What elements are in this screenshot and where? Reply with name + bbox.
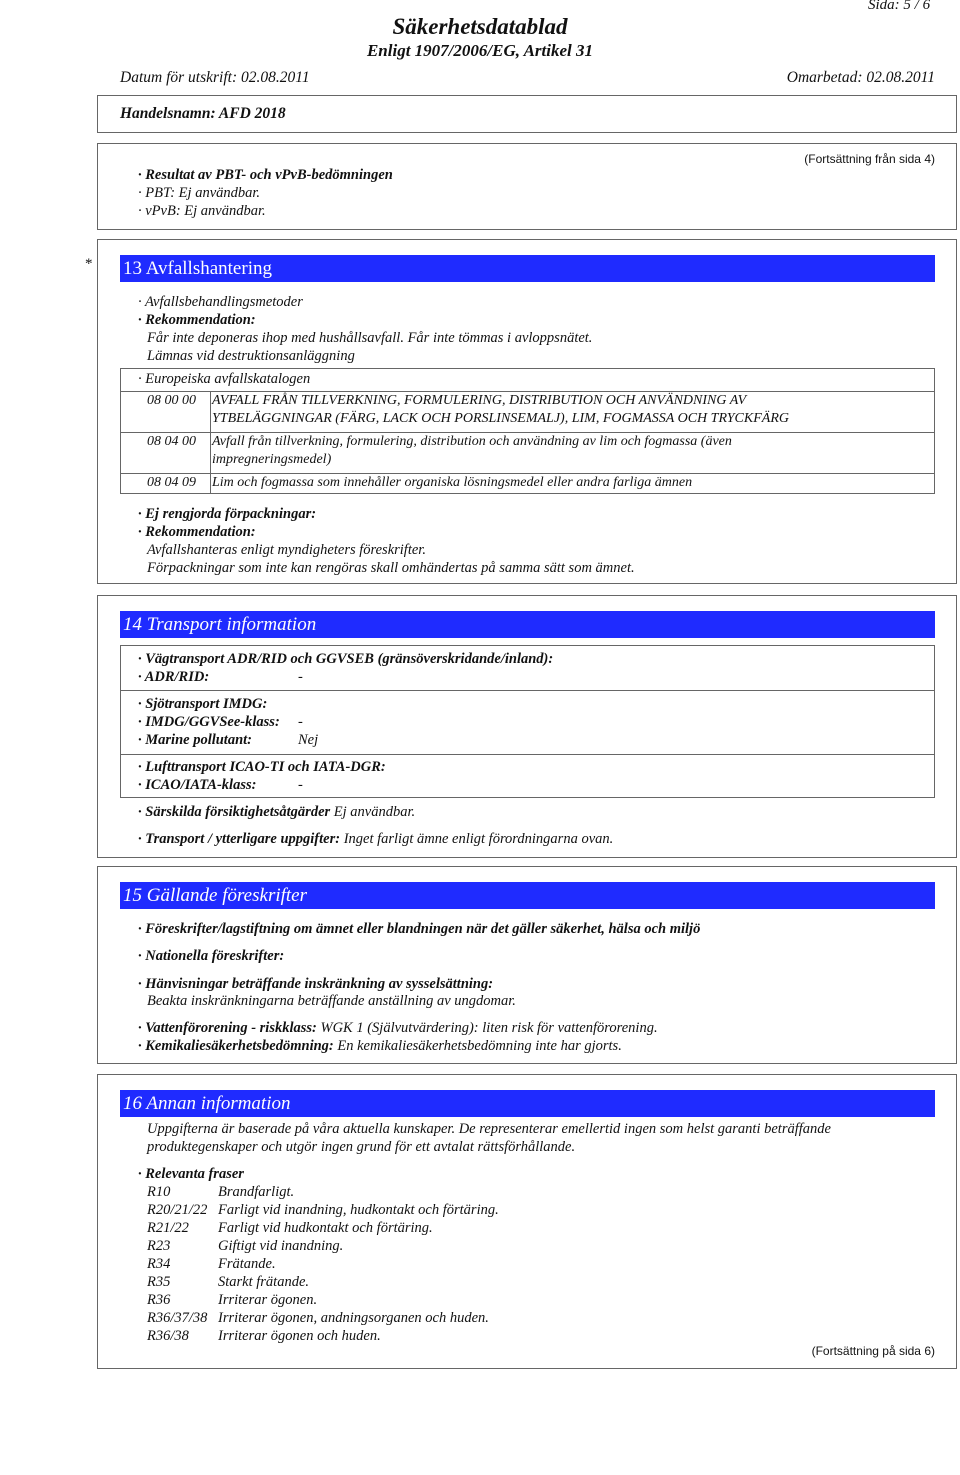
imdg-label: · IMDG/GGVSee-klass: xyxy=(138,714,280,730)
trade-name-box xyxy=(97,95,957,133)
adr-rid-label: · ADR/RID: xyxy=(138,669,210,685)
recommendation-text-2: Lämnas vid destruktionsanläggning xyxy=(147,348,355,364)
r-phrase-code: R36 xyxy=(147,1292,171,1308)
r-phrase-text: Frätande. xyxy=(218,1256,276,1272)
r-phrase-code: R10 xyxy=(147,1184,171,1200)
employment-restrictions: · Hänvisningar beträffande inskränkning av sysselsättning: xyxy=(138,976,494,992)
waste-code: 08 04 09 xyxy=(147,475,196,490)
change-marker: * xyxy=(85,256,93,272)
marine-pollutant-value: Nej xyxy=(298,732,319,748)
waste-code-text: impregneringsmedel) xyxy=(212,452,332,467)
waste-methods: · Avfallsbehandlingsmetoder xyxy=(138,294,303,310)
disclaimer-1: Uppgifterna är baserade på våra aktuella kunskaper. De representerar emellertid ingen som helst garanti beträffande xyxy=(147,1121,831,1137)
recommendation-label: · Rekommendation: xyxy=(138,524,256,540)
continued-from: (Fortsättning från sida 4) xyxy=(804,152,935,166)
r-phrase-code: R36/37/38 xyxy=(147,1310,208,1326)
air-transport: · Lufttransport ICAO-TI och IATA-DGR: xyxy=(138,759,386,775)
r-phrase-text: Irriterar ögonen och huden. xyxy=(218,1328,381,1344)
further-info: · Transport / ytterligare uppgifter: Inget farligt ämne enligt förordningarna ovan. xyxy=(138,831,614,847)
recommendation-text-3: Avfallshanteras enligt myndigheters föreskrifter. xyxy=(147,542,426,558)
relevant-phrases: · Relevanta fraser xyxy=(138,1166,244,1182)
section-14-title: 14 Transport information xyxy=(120,611,935,638)
water-hazard: · Vattenförorening - riskklass: WGK 1 (Självutvärdering): liten risk för vattenförorening. xyxy=(138,1020,658,1036)
r-phrase-text: Starkt frätande. xyxy=(218,1274,310,1290)
r-phrase-text: Brandfarligt. xyxy=(218,1184,295,1200)
uncleaned-packaging: · Ej rengjorda förpackningar: xyxy=(138,506,317,522)
waste-code-text: Lim och fogmassa som innehåller organiska lösningsmedel eller andra farliga ämnen xyxy=(212,475,693,490)
disclaimer-2: produktegenskaper och utgör ingen grund för ett avtalat rättsförhållande. xyxy=(147,1139,576,1155)
special-precautions: · Särskilda försiktighetsåtgärder Ej användbar. xyxy=(138,804,416,820)
recommendation-label: · Rekommendation: xyxy=(138,312,256,328)
r-phrase-text: Farligt vid hudkontakt och förtäring. xyxy=(218,1220,433,1236)
continued-to: (Fortsättning på sida 6) xyxy=(811,1344,935,1358)
r-phrase-code: R20/21/22 xyxy=(147,1202,208,1218)
r-phrase-text: Giftigt vid inandning. xyxy=(218,1238,344,1254)
r-phrase-code: R36/38 xyxy=(147,1328,189,1344)
road-transport: · Vägtransport ADR/RID och GGVSEB (gränsöverskridande/inland): xyxy=(138,651,554,667)
national-regulations: · Nationella föreskrifter: xyxy=(138,948,285,964)
trade-name: Handelsnamn: AFD 2018 xyxy=(120,105,286,122)
section-16-title: 16 Annan information xyxy=(120,1090,935,1117)
icao-value: - xyxy=(298,777,303,793)
marine-pollutant-label: · Marine pollutant: xyxy=(138,732,253,748)
r-phrase-code: R35 xyxy=(147,1274,171,1290)
r-phrase-text: Irriterar ögonen, andningsorganen och huden. xyxy=(218,1310,489,1326)
doc-subtitle: Enligt 1907/2006/EG, Artikel 31 xyxy=(366,41,594,60)
section-13-title: 13 Avfallshantering xyxy=(120,255,935,282)
r-phrase-text: Irriterar ögonen. xyxy=(218,1292,318,1308)
sea-transport: · Sjötransport IMDG: xyxy=(138,696,268,712)
doc-title: Säkerhetsdatablad xyxy=(392,14,568,39)
adr-rid-value: - xyxy=(298,669,303,685)
waste-code: 08 00 00 xyxy=(147,393,196,408)
icao-label: · ICAO/IATA-klass: xyxy=(138,777,257,793)
imdg-value: - xyxy=(298,714,303,730)
waste-catalog-title: · Europeiska avfallskatalogen xyxy=(138,371,311,387)
page-number: Sida: 5 / 6 xyxy=(868,0,931,13)
waste-code-text: AVFALL FRÅN TILLVERKNING, FORMULERING, DISTRIBUTION OCH ANVÄNDNING AV xyxy=(212,393,747,408)
r-phrase-text: Farligt vid inandning, hudkontakt och förtäring. xyxy=(218,1202,499,1218)
pbt-title: · Resultat av PBT- och vPvB-bedömningen xyxy=(138,167,393,183)
waste-code-text: Avfall från tillverkning, formulering, distribution och användning av lim och fogmassa (även xyxy=(212,434,732,449)
chemical-safety: · Kemikaliesäkerhetsbedömning: En kemikaliesäkerhetsbedömning inte har gjorts. xyxy=(138,1038,622,1054)
pbt-value: · PBT: Ej användbar. xyxy=(138,185,261,201)
regulations: · Föreskrifter/lagstiftning om ämnet eller blandningen när det gäller säkerhet, hälsa och miljö xyxy=(138,921,701,937)
section-15-title: 15 Gällande föreskrifter xyxy=(120,882,935,909)
recommendation-text-1: Får inte deponeras ihop med hushållsavfall. Får inte tömmas i avloppsnätet. xyxy=(147,330,593,346)
employment-text: Beakta inskränkningarna beträffande anställning av ungdomar. xyxy=(147,993,516,1009)
r-phrase-code: R21/22 xyxy=(147,1220,189,1236)
waste-code: 08 04 00 xyxy=(147,434,196,449)
r-phrase-code: R23 xyxy=(147,1238,171,1254)
print-date: Datum för utskrift: 02.08.2011 xyxy=(120,69,310,86)
recommendation-text-4: Förpackningar som inte kan rengöras skall omhändertas på samma sätt som ämnet. xyxy=(147,560,635,576)
waste-code-text: YTBELÄGGNINGAR (FÄRG, LACK OCH PORSLINSEMALJ), LIM, FOGMASSA OCH TRYCKFÄRG xyxy=(212,411,789,426)
revised-date: Omarbetad: 02.08.2011 xyxy=(786,69,935,86)
r-phrase-code: R34 xyxy=(147,1256,171,1272)
vpvb-value: · vPvB: Ej användbar. xyxy=(138,203,266,219)
